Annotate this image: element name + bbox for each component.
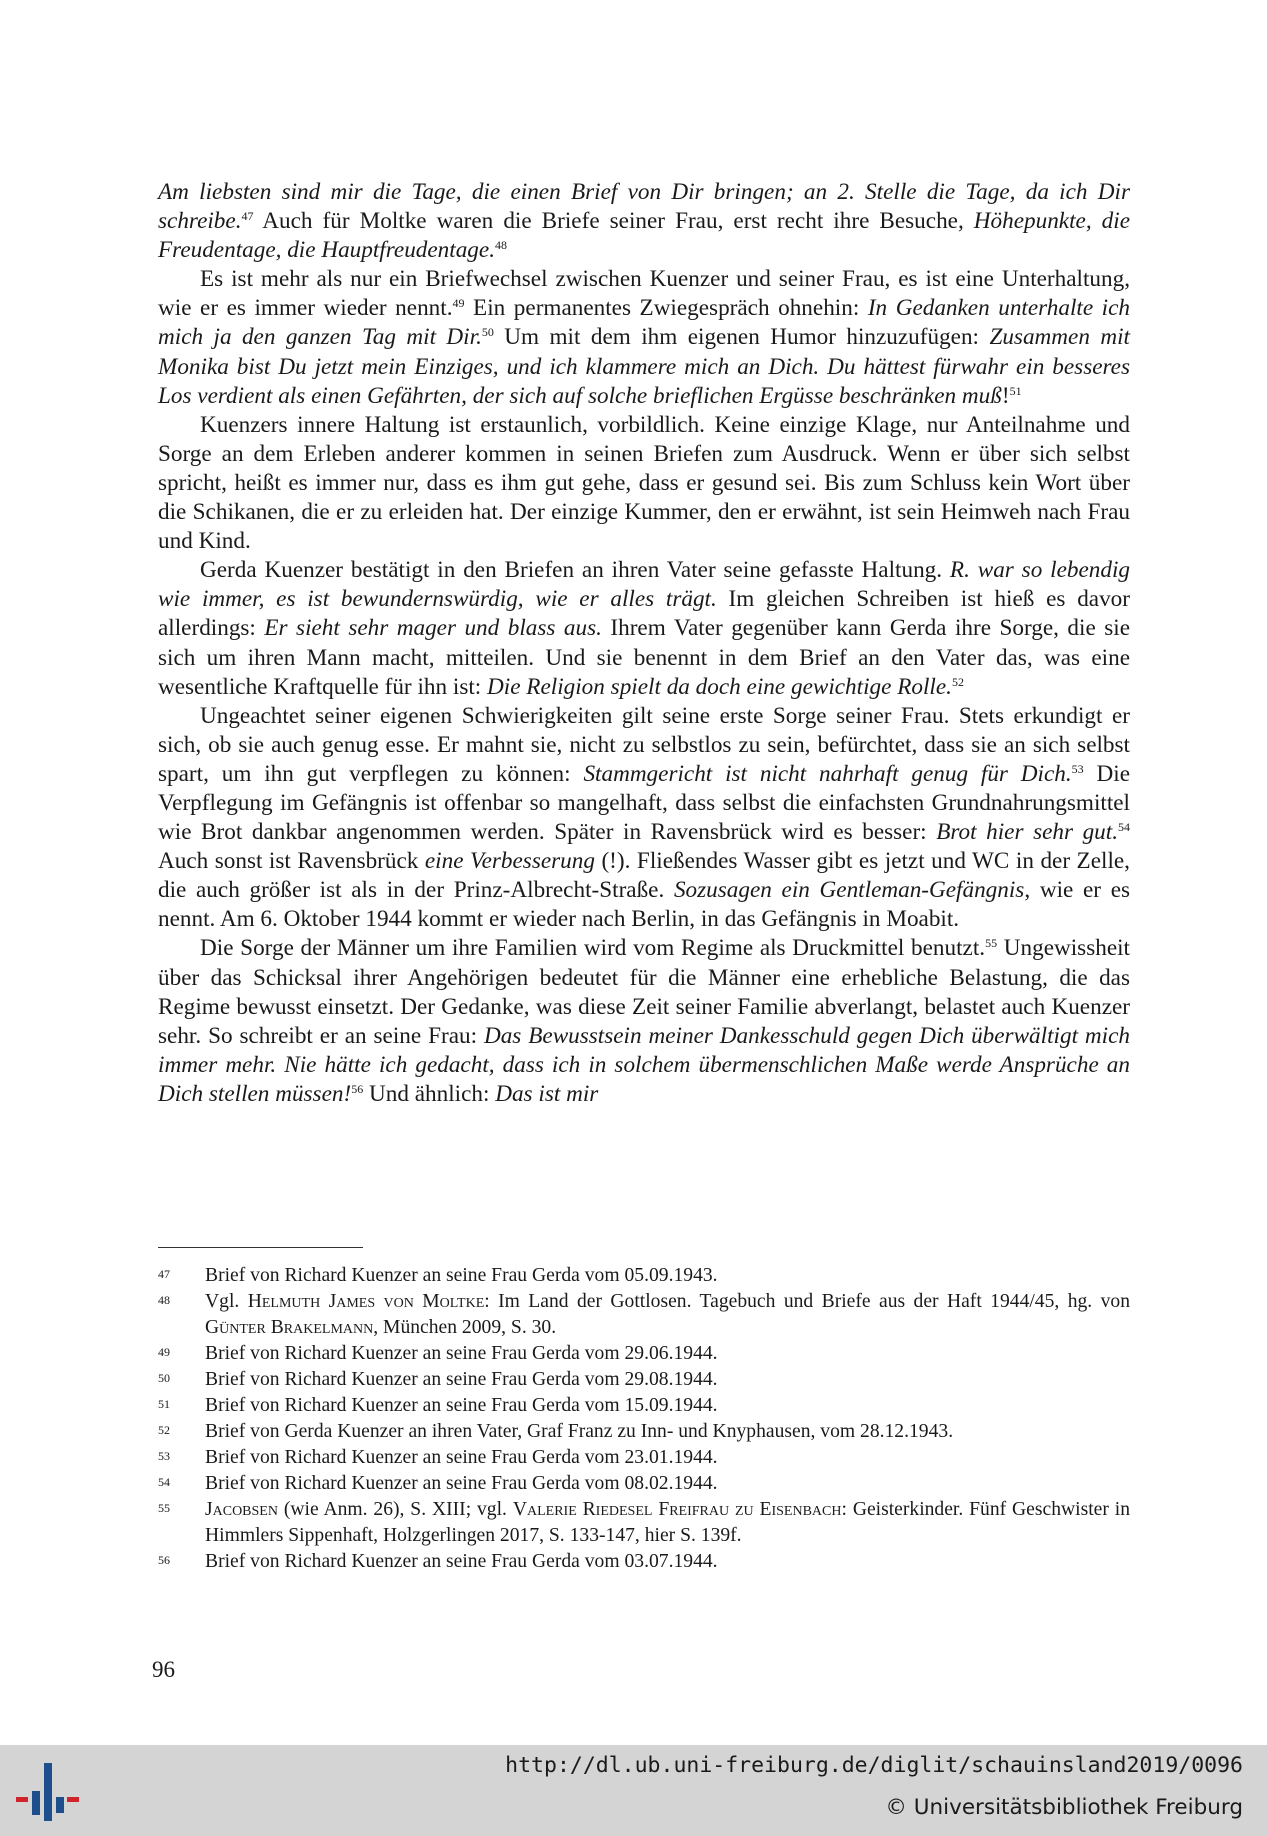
text-run: Vgl. bbox=[205, 1291, 248, 1312]
quote-text: Die Religion spielt da doch eine gewichtige Rolle. bbox=[487, 673, 952, 700]
text-run: Ungeachtet seiner eigenen Schwierigkeiten gilt seine erste Sorge seiner Frau. Stets erkundigt er sich, ob sie auch genug esse. Er mahnt sie, nicht zu selbstlos zu sein, befürchtet, dass sie an sich selbst spart, um ihn gut verpflegen zu können: bbox=[158, 702, 1130, 787]
quote-text: In Gedanken unterhalte ich mich ja den ganzen Tag mit Dir. bbox=[158, 295, 1131, 351]
quote-text: Sozusagen ein Gentleman-Gefängnis bbox=[673, 877, 1025, 904]
text-run: Ungewissheit über das Schicksal ihrer Angehörigen bedeutet für die Männer eine erhebliche Belastung, die das Regime bewusst einsetzt. Der Gedanke, was diese Zeit seiner Familie abverlangt, belastet auch Kuenzer sehr. So schreibt er an seine Frau: bbox=[158, 935, 1130, 1049]
text-run: : Geisterkinder. Fünf Geschwister in Himmlers Sippenhaft, Holzgerlingen 2017, S. 133-147, hier S. 139f. bbox=[205, 1499, 1130, 1546]
quote-text: Brot hier sehr gut. bbox=[936, 819, 1119, 846]
footnote bbox=[158, 1393, 1130, 1419]
text-run: Auch für Moltke waren die Briefe seiner Frau, erst recht ihre Besuche, bbox=[253, 208, 974, 235]
text-run: Und ähnlich: bbox=[363, 1080, 496, 1107]
quote-text: Das ist mir bbox=[495, 1080, 599, 1107]
author-name: Valerie Riedesel Freifrau zu Eisenbach bbox=[512, 1499, 842, 1520]
text-run: Die Sorge der Männer um ihre Familien wird vom Regime als Druckmittel benutzt. bbox=[200, 935, 986, 962]
quote-text: Stammgericht ist nicht nahrhaft genug für Dich. bbox=[583, 760, 1072, 787]
copyright-notice: © Universitätsbibliothek Freiburg bbox=[885, 1795, 1243, 1820]
paragraph bbox=[158, 934, 1130, 1109]
text-run: Um mit dem ihm eigenen Humor hinzuzufügen: bbox=[493, 324, 990, 351]
paragraph bbox=[158, 702, 1130, 935]
footnote-ref[interactable]: 51 bbox=[1009, 383, 1022, 398]
text-run: Brief von Richard Kuenzer an seine Frau Gerda vom 23.01.1944. bbox=[205, 1447, 718, 1468]
footnote-ref[interactable]: 56 bbox=[351, 1081, 364, 1096]
quote-text: Am liebsten sind mir die Tage, die einen Brief von Dir bringen; an 2. Stelle die Tage, da ich Dir schreibe. bbox=[158, 179, 1130, 235]
footnote-ref[interactable]: 52 bbox=[951, 674, 964, 689]
source-url[interactable]: http://dl.ub.uni-freiburg.de/diglit/schauinsland2019/0096 bbox=[505, 1753, 1243, 1778]
quote-text: eine Verbesserung bbox=[424, 848, 595, 875]
footnote-number: 54 bbox=[158, 1475, 170, 1489]
footnote bbox=[158, 1263, 1130, 1289]
text-run: Die Verpflegung im Gefängnis ist offenbar so mangelhaft, dass selbst die einfachsten Grundnahrungsmittel wie Brot dankbar angenommen werden. Später in Ravensbrück wird es besser: bbox=[158, 760, 1131, 846]
footnote bbox=[158, 1419, 1130, 1445]
footer-band bbox=[0, 1745, 1267, 1836]
footnote bbox=[158, 1549, 1130, 1575]
paragraph bbox=[158, 265, 1130, 410]
footnote-ref[interactable]: 50 bbox=[481, 325, 494, 340]
text-run: (!). Fließendes Wasser gibt es jetzt und WC in der Zelle, die auch größer ist als in der Prinz-Albrecht-Straße. bbox=[158, 848, 1130, 904]
text-run: Brief von Richard Kuenzer an seine Frau Gerda vom 05.09.1943. bbox=[205, 1265, 718, 1286]
text-run: : Im Land der Gottlosen. Tagebuch und Briefe aus der Haft 1944/45, hg. von bbox=[484, 1291, 1130, 1312]
quote-text: R. war so lebendig wie immer, es ist bewundernswürdig, wie er alles trägt. bbox=[158, 557, 1130, 613]
footnote-ref[interactable]: 47 bbox=[241, 209, 254, 224]
paragraph bbox=[158, 178, 1130, 265]
text-run: Auch sonst ist Ravensbrück bbox=[158, 848, 425, 875]
body-text bbox=[158, 178, 1130, 1109]
footnote-number: 51 bbox=[158, 1397, 170, 1411]
author-name: Helmuth James von Moltke bbox=[247, 1291, 485, 1312]
footnote-number: 50 bbox=[158, 1371, 170, 1385]
text-run: Brief von Richard Kuenzer an seine Frau Gerda vom 15.09.1944. bbox=[205, 1395, 718, 1416]
text-run: ! bbox=[1001, 382, 1010, 409]
text-run: Brief von Richard Kuenzer an seine Frau Gerda vom 08.02.1944. bbox=[205, 1473, 718, 1494]
text-run: Kuenzers innere Haltung ist erstaunlich, vorbildlich. Keine einzige Klage, nur Anteilnahme und Sorge an dem Erleben anderer kommen in seinen Briefen zum Ausdruck. Wenn er über sich selbst spricht, heißt es immer nur, dass es ihm gut gehe, dass er gesund sei. Bis zum Schluss kein Wort über die Schikanen, die er zu erleiden hat. Der einzige Kummer, den er erwähnt, ist sein Heimweh nach Frau und Kind. bbox=[158, 411, 1130, 555]
text-run: Im gleichen Schreiben ist hieß es davor allerdings: bbox=[158, 586, 1130, 642]
footnote-ref[interactable]: 48 bbox=[495, 238, 507, 253]
author-name: Günter Brakelmann bbox=[205, 1317, 374, 1338]
paragraph bbox=[158, 556, 1130, 701]
text-run: Brief von Richard Kuenzer an seine Frau Gerda vom 03.07.1944. bbox=[205, 1551, 718, 1572]
footnote bbox=[158, 1289, 1130, 1341]
footnote-number: 56 bbox=[158, 1553, 170, 1567]
footnote bbox=[158, 1367, 1130, 1393]
text-run: Brief von Richard Kuenzer an seine Frau Gerda vom 29.08.1944. bbox=[205, 1369, 718, 1390]
footnote-ref[interactable]: 53 bbox=[1071, 761, 1084, 776]
quote-text: Höhepunkte, die Freudentage, die Hauptfreudentage. bbox=[158, 208, 1130, 264]
footnote-number: 53 bbox=[158, 1449, 170, 1463]
paragraph bbox=[158, 411, 1130, 556]
footnote-ref[interactable]: 55 bbox=[985, 936, 998, 951]
page-number: 96 bbox=[152, 1657, 175, 1682]
footnote-number: 52 bbox=[158, 1423, 170, 1437]
footnote bbox=[158, 1341, 1130, 1367]
footnote bbox=[158, 1497, 1130, 1549]
text-run: Ihrem Vater gegenüber kann Gerda ihre Sorge, die sie sich um ihren Mann macht, mitteilen. Und sie benennt in dem Brief an den Vater das, was eine wesentliche Kraftquelle für ihn ist: bbox=[158, 615, 1130, 700]
quote-text: Er sieht sehr mager und blass aus. bbox=[264, 615, 602, 642]
text-run: Gerda Kuenzer bestätigt in den Briefen an ihren Vater seine gefasste Haltung. bbox=[200, 557, 950, 584]
text-run: Ein permanentes Zwiegespräch ohnehin: bbox=[464, 295, 868, 322]
author-name: Jacobsen bbox=[205, 1499, 278, 1520]
text-run: , München 2009, S. 30. bbox=[373, 1317, 557, 1338]
footnote-separator bbox=[158, 1247, 363, 1248]
text-run: (wie Anm. 26), S. XIII; vgl. bbox=[277, 1499, 513, 1520]
footnote-number: 55 bbox=[158, 1501, 170, 1515]
footnote-ref[interactable]: 49 bbox=[452, 296, 465, 311]
footnote bbox=[158, 1471, 1130, 1497]
text-run: Brief von Gerda Kuenzer an ihren Vater, Graf Franz zu Inn- und Knyphausen, vom 28.12.1943. bbox=[205, 1421, 954, 1442]
ub-freiburg-logo-icon bbox=[12, 1759, 82, 1823]
text-run: Es ist mehr als nur ein Briefwechsel zwischen Kuenzer und seiner Frau, es ist eine Unterhaltung, wie er es immer wieder nennt. bbox=[158, 266, 1130, 322]
footnote-number: 49 bbox=[158, 1345, 170, 1359]
text-run: , wie er es nennt. Am 6. Oktober 1944 kommt er wieder nach Berlin, in das Gefängnis in Moabit. bbox=[158, 877, 1131, 933]
quote-text: Das Bewusstsein meiner Dankesschuld gegen Dich überwältigt mich immer mehr. Nie hätte ich gedacht, dass ich in solchem übermenschlichen Maße werde Ansprüche an Dich stellen müssen! bbox=[158, 1022, 1130, 1107]
footnote bbox=[158, 1445, 1130, 1471]
footnotes bbox=[158, 1263, 1130, 1575]
quote-text: Zusammen mit Monika bist Du jetzt mein Einziges, und ich klammere mich an Dich. Du hättest fürwahr ein besseres Los verdient als einen Gefährten, der sich auf solche brieflichen Ergüsse beschränken muß bbox=[158, 324, 1130, 409]
footnote-number: 48 bbox=[158, 1293, 170, 1307]
footnote-ref[interactable]: 54 bbox=[1118, 820, 1131, 835]
footnote-number: 47 bbox=[158, 1267, 170, 1281]
text-run: Brief von Richard Kuenzer an seine Frau Gerda vom 29.06.1944. bbox=[205, 1343, 718, 1364]
